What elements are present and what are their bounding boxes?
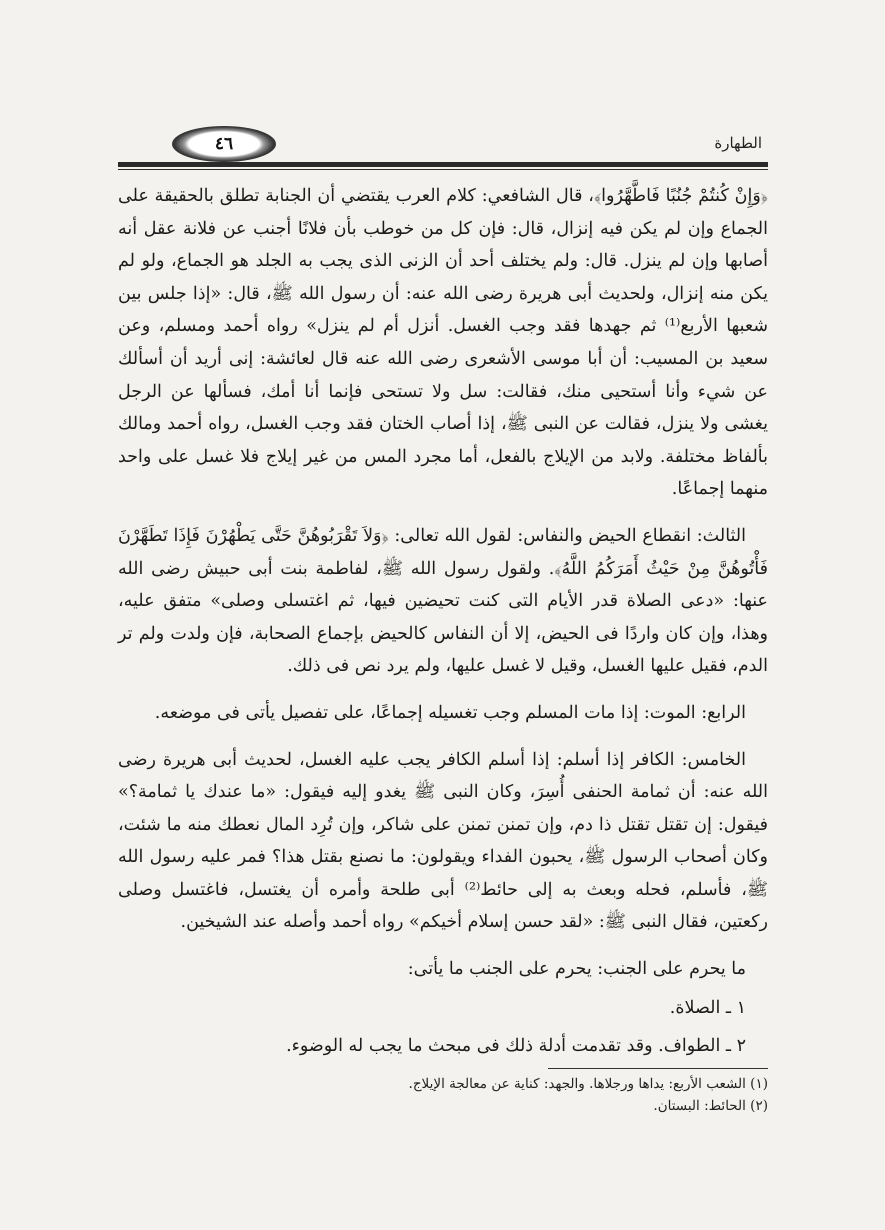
- footnote-1: (١) الشعب الأربع: يداها ورجلاها. والجهد: كناية عن معالجة الإيلاج.: [408, 1076, 768, 1092]
- paragraph-fourth-death: الرابع: الموت: إذا مات المسلم وجب تغسيله إجماعًا، على تفصيل يأتى فى موضعه.: [154, 702, 746, 723]
- page-header: [118, 124, 768, 170]
- paragraph-fifth-convert: الخامس: الكافر إذا أسلم: إذا أسلم الكافر يجب عليه الغسل، لحديث أبى هريرة رضى الله عنه: أن ثمامة الحنفى أُسِرَ، وكان النبى ﷺ يغدو إليه فيقول: «ما عندك يا ثمامة؟» فيقول: إن تقتل تقتل ذا دم، وإن تمنن تمنن على شاكر، وإن تُرِد المال نعطك منه ما شئت، وكان أصحاب الرسول ﷺ، يحبون الفداء ويقولون: ما نصنع بقتل هذا؟ فمر عليه رسول الله ﷺ، فأسلم، فحله وبعث به إلى حائط⁽²⁾ أبى طلحة وأمره أن يغتسل، فاغتسل وصلى ركعتين، فقال النبى ﷺ: «لقد حسن إسلام أخيكم» رواه أحمد وأصله عند الشيخين.: [118, 749, 768, 933]
- footnote-2: (٢) الحائط: البستان.: [653, 1098, 768, 1114]
- body-text: [118, 180, 768, 1069]
- paragraph-janaba: ﴿وَإِنْ كُنتُمْ جُنُبًا فَاطَّهَّرُوا﴾، قال الشافعي: كلام العرب يقتضي أن الجنابة تطلق بالحقيقة على الجماع وإن لم يكن فيه إنزال، قال: فإن كل من خوطب بأن فلانًا أجنب عن فلانة عقل أنه أصابها وإن لم ينزل. قال: ولم يختلف أحد أن الزنى الذى يجب به الجلد هو الجماع، ولو لم يكن منه إنزال، ولحديث أبى هريرة رضى الله عنه: أن رسول الله ﷺ، قال: «إذا جلس بين شعبها الأربع⁽¹⁾ ثم جهدها فقد وجب الغسل. أنزل أم لم ينزل» رواه أحمد ومسلم، وعن سعيد بن المسيب: أن أبا موسى الأشعرى رضى الله عنه قال لعائشة: إنى أريد أن أسألك عن شيء وأنا أستحيى منك، فقالت: سل ولا تستحى فإنما أنا أمك، فسألها عن الرجل يغشى ولا ينزل، فقالت عن النبى ﷺ، إذا أصاب الختان فقد وجب الغسل، رواه أحمد ومالك بألفاظ مختلفة. ولابد من الإيلاج بالفعل، أما مجرد المس من غير إيلاج فلا غسل على واحد منهما إجماعًا.: [118, 186, 768, 500]
- page-number: ٤٦: [214, 134, 234, 154]
- footnote-divider: [548, 1068, 768, 1069]
- paragraph-third-menses: الثالث: انقطاع الحيض والنفاس: لقول الله تعالى: ﴿وَلاَ تَقْرَبُوهُنَّ حَتَّى يَطْهُرْنَ فَإِذَا تَطَهَّرْنَ فَأْتُوهُنَّ مِنْ حَيْثُ أَمَرَكُمُ اللَّهُ﴾. ولقول رسول الله ﷺ، لفاطمة بنت أبى حبيش رضى الله عنها: «دعى الصلاة قدر الأيام التى كنت تحيضين فيها، ثم اغتسلى وصلى» متفق عليه، وهذا، وإن كان واردًا فى الحيض، إلا أن النفاس كالحيض بإجماع الصحابة، فإن ولدت ولم تر الدم، فقيل عليها الغسل، وقيل لا غسل عليها، ولم يرد نص فى ذلك.: [118, 525, 768, 677]
- header-rule-thick: [118, 162, 768, 167]
- running-title: الطهارة: [714, 134, 762, 152]
- section-forbidden-for-junub: ما يحرم على الجنب: يحرم على الجنب ما يأتى:: [407, 959, 746, 980]
- list-item-prayer: ١ ـ الصلاة.: [669, 997, 746, 1018]
- header-rule-thin: [118, 169, 768, 170]
- footnotes: [118, 1073, 768, 1117]
- list-item-tawaf: ٢ ـ الطواف. وقد تقدمت أدلة ذلك فى مبحث ما يجب له الوضوء.: [286, 1036, 746, 1057]
